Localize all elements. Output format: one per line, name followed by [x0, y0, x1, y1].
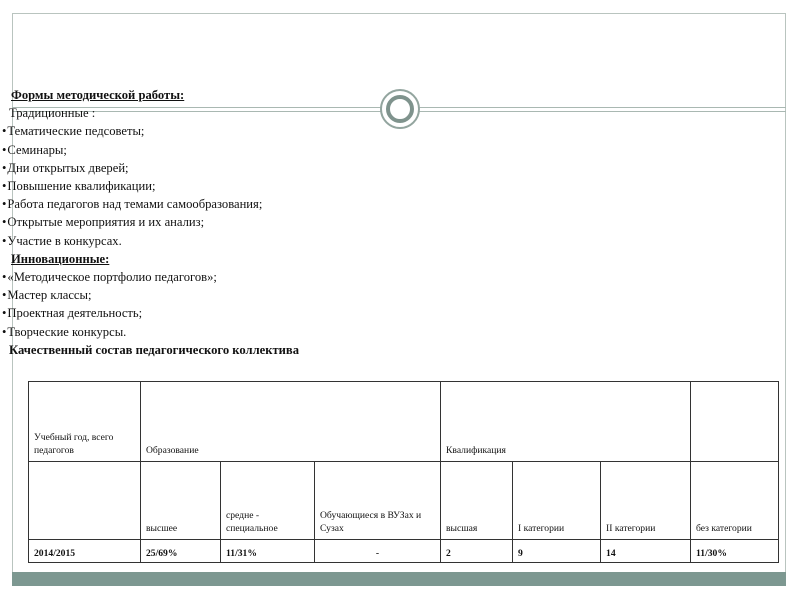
list-item: • Мастер классы;: [2, 286, 422, 304]
cell-higher: 25/69%: [141, 540, 221, 563]
header-education-cell: Образование: [141, 382, 441, 462]
list-item: • Повышение квалификации;: [2, 177, 422, 195]
list-item: • Творческие конкурсы.: [2, 323, 422, 341]
header-empty-cell: [691, 382, 779, 462]
subheader-top-category: высшая: [441, 462, 513, 540]
subheader-secondary: средне - специальное: [221, 462, 315, 540]
heading-forms: Формы методической работы:: [11, 88, 185, 102]
list-item: • «Методическое портфолио педагогов»;: [2, 268, 422, 286]
list-item: • Проектная деятельность;: [2, 304, 422, 322]
table-title: Качественный состав педагогического коллектива: [9, 342, 300, 357]
methodical-work-text: [2, 86, 422, 359]
cell-cat2: 14: [601, 540, 691, 563]
table-row: [29, 540, 779, 563]
subheading-traditional: Традиционные :: [9, 106, 96, 121]
table-header-row: [29, 382, 779, 462]
cell-top: 2: [441, 540, 513, 563]
subheader-no-category: без категории: [691, 462, 779, 540]
header-qualification-cell: Квалификация: [441, 382, 691, 462]
subheader-higher: высшее: [141, 462, 221, 540]
cell-year: 2014/2015: [29, 540, 141, 563]
list-item: • Тематические педсоветы;: [2, 122, 422, 140]
header-year-cell: Учебный год, всего педагогов: [29, 382, 141, 462]
list-item: • Дни открытых дверей;: [2, 159, 422, 177]
footer-band: [12, 572, 786, 586]
subheading-innovative: Инновационные:: [11, 251, 110, 266]
cell-studying: -: [315, 540, 441, 563]
subheader-empty-cell: [29, 462, 141, 540]
subheader-studying: Обучающиеся в ВУЗах и Сузах: [315, 462, 441, 540]
staff-composition-table: [28, 381, 779, 563]
cell-secondary: 11/31%: [221, 540, 315, 563]
subheader-category-2: II категории: [601, 462, 691, 540]
list-item: • Работа педагогов над темами самообразования;: [2, 195, 422, 213]
list-item: • Открытые мероприятия и их анализ;: [2, 213, 422, 231]
list-item: • Участие в конкурсах.: [2, 232, 422, 250]
cell-cat1: 9: [513, 540, 601, 563]
cell-nocat: 11/30%: [691, 540, 779, 563]
subheader-category-1: I категории: [513, 462, 601, 540]
list-item: • Семинары;: [2, 141, 422, 159]
table-subheader-row: [29, 462, 779, 540]
